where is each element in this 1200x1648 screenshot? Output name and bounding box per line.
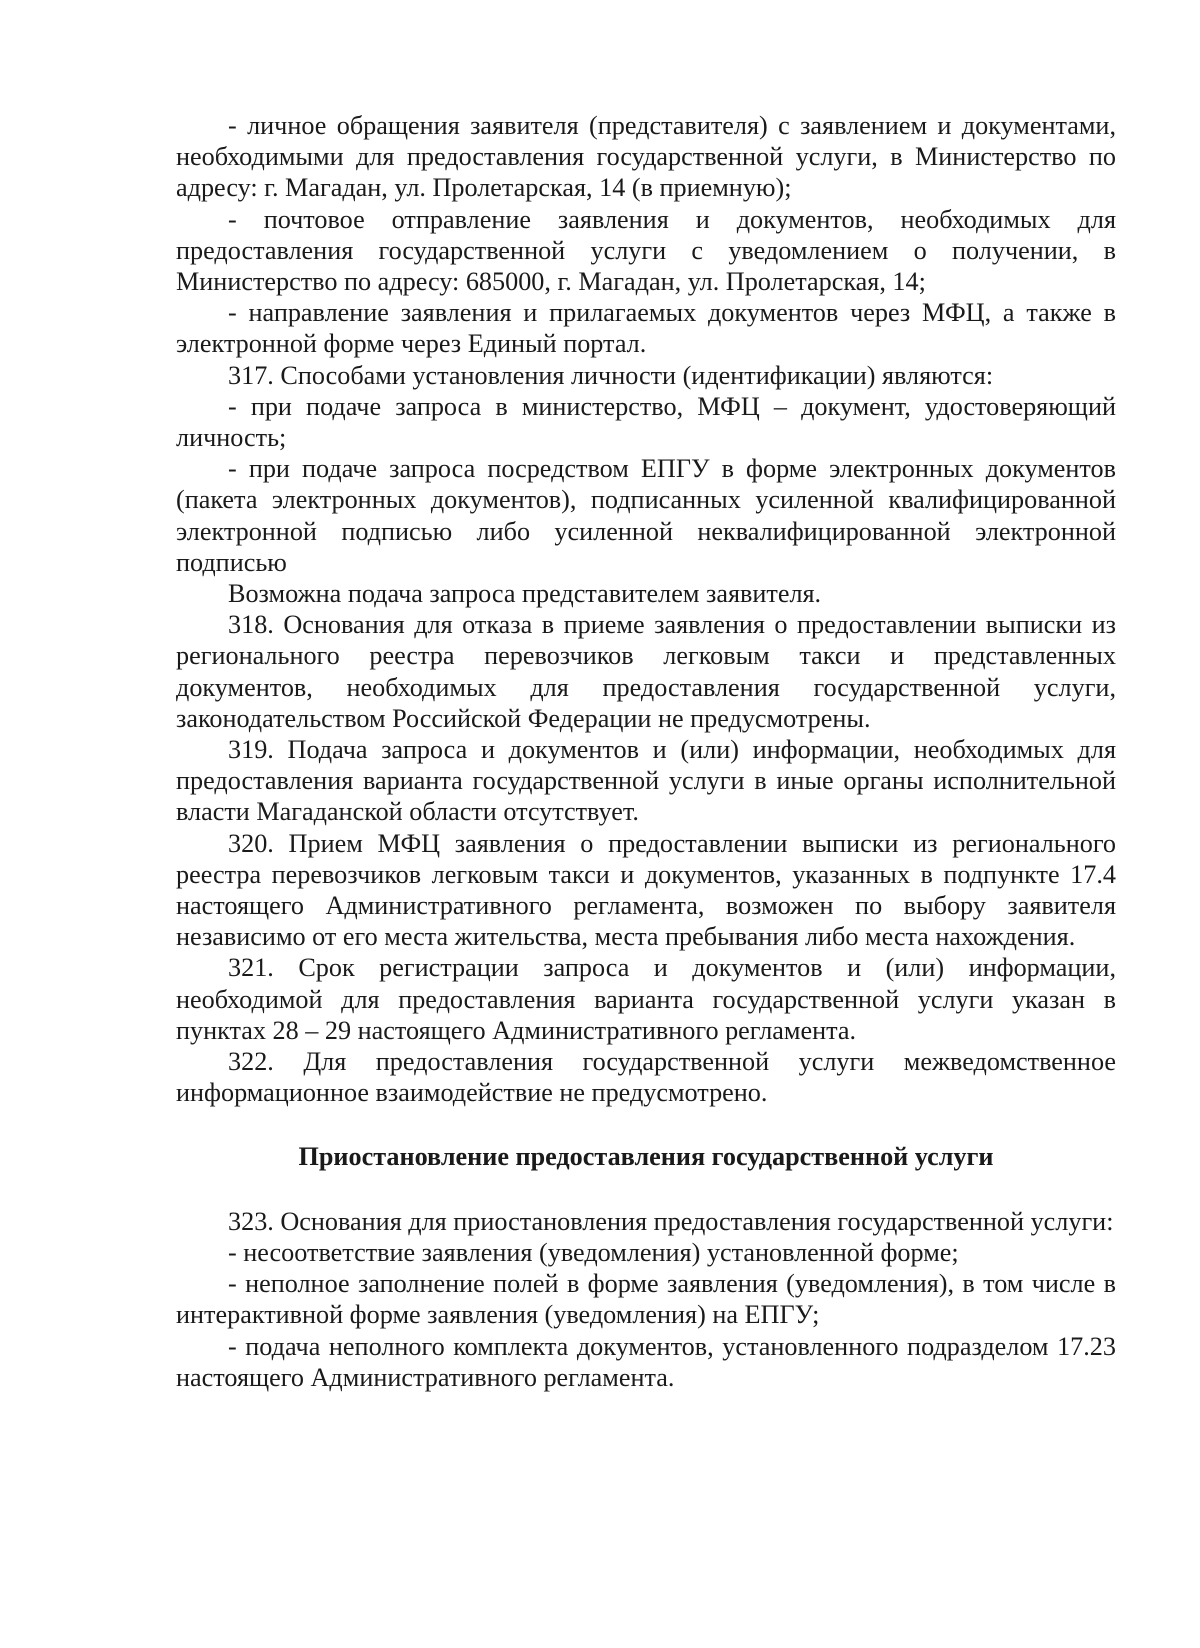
paragraph-321: 321. Срок регистрации запроса и документов и (или) информации, необходимой для предоставления варианта государственной услуги указан в пунктах 28 – 29 настоящего Административного регламента. [176, 953, 1116, 1045]
paragraph-personal-appeal: - личное обращения заявителя (представителя) с заявлением и документами, необходимыми для предоставления государственной услуги, в Министерство по адресу: г. Магадан, ул. Пролетарская, 14 (в приемную); [176, 111, 1116, 203]
paragraph-317-epgu: - при подаче запроса посредством ЕПГУ в форме электронных документов (пакета электронных документов), подписанных усиленной квалифицированной электронной подписью либо усиленной неквалифицированной электронной подписью [176, 454, 1116, 577]
paragraph-318: 318. Основания для отказа в приеме заявления о предоставлении выписки из регионального реестра перевозчиков легковым такси и представленных документов, необходимых для предоставления государственной услуги, законодательством Российской Федерации не предусмотрены. [176, 610, 1116, 733]
paragraph-mfc-portal: - направление заявления и прилагаемых документов через МФЦ, а также в электронной форме через Единый портал. [176, 298, 1116, 359]
document-body [176, 110, 1116, 1393]
paragraph-323-incomplete-fields: - неполное заполнение полей в форме заявления (уведомления), в том числе в интерактивной форме заявления (уведомления) на ЕПГУ; [176, 1269, 1116, 1330]
paragraph-postal-delivery: - почтовое отправление заявления и документов, необходимых для предоставления государственной услуги с уведомлением о получении, в Министерство по адресу: 685000, г. Магадан, ул. Пролетарская, 14; [176, 204, 1116, 297]
paragraph-323-form-mismatch: - несоответствие заявления (уведомления) установленной форме; [228, 1237, 959, 1267]
section-heading: Приостановление предоставления государственной услуги [298, 1141, 994, 1171]
paragraph-group-top [176, 110, 1116, 1109]
paragraph-representative: Возможна подача запроса представителем заявителя. [228, 579, 822, 609]
paragraph-319: 319. Подача запроса и документов и (или) информации, необходимых для предоставления варианта государственной услуги в иные органы исполнительной власти Магаданской области отсутствует. [176, 735, 1116, 827]
paragraph-320: 320. Прием МФЦ заявления о предоставлении выписки из регионального реестра перевозчиков легковым такси и документов, указанных в подпункте 17.4 настоящего Административного регламента, возможен по выбору заявителя независимо от его места жительства, места пребывания либо места нахождения. [176, 828, 1116, 952]
paragraph-317: 317. Способами установления личности (идентификации) являются: [228, 360, 994, 390]
paragraph-317-in-person: - при подаче запроса в министерство, МФЦ – документ, удостоверяющий личность; [176, 391, 1116, 453]
paragraph-323-incomplete-documents: - подача неполного комплекта документов, установленного подразделом 17.23 настоящего Административного регламента. [176, 1331, 1116, 1392]
paragraph-group-bottom [176, 1206, 1116, 1393]
paragraph-322: 322. Для предоставления государственной услуги межведомственное информационное взаимодействие не предусмотрено. [176, 1047, 1116, 1108]
paragraph-323: 323. Основания для приостановления предоставления государственной услуги: [228, 1206, 1114, 1236]
